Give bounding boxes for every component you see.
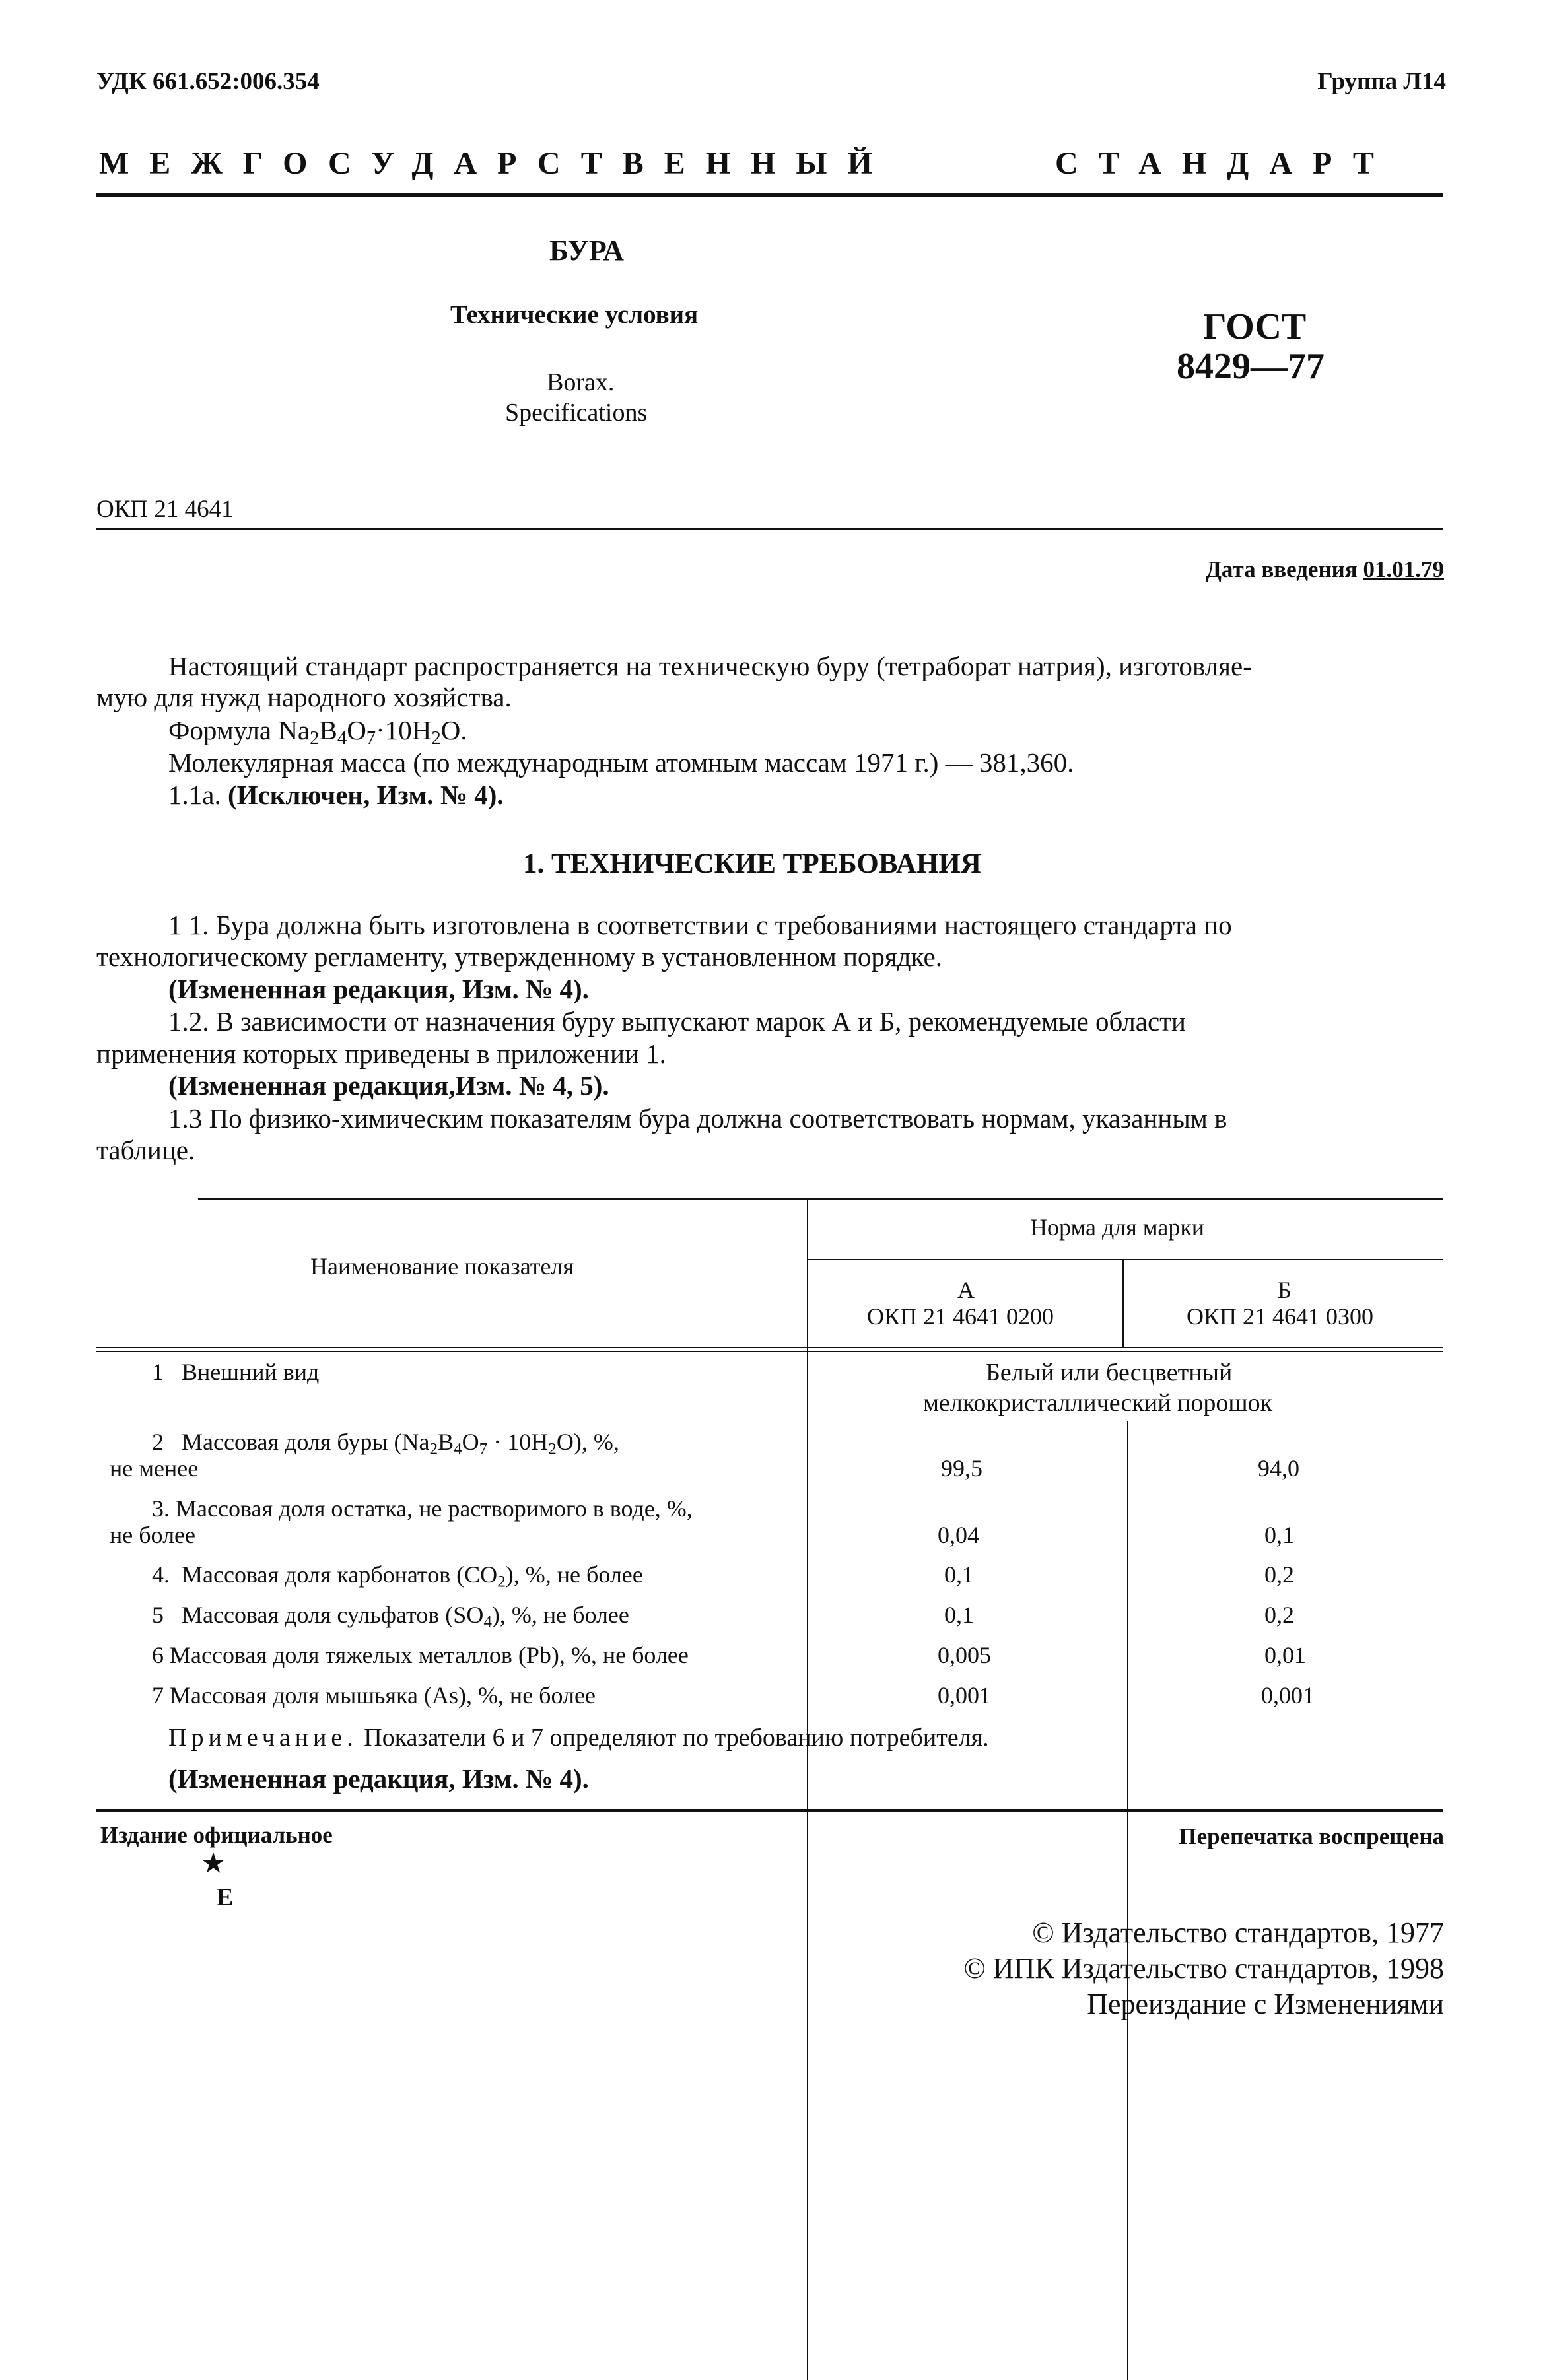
star-icon: ★ — [202, 1850, 225, 1878]
table-row-7-value-a: 0,001 — [938, 1682, 991, 1709]
gost-label: ГОСТ — [1203, 306, 1307, 347]
item-1-2-change-note: (Измененная редакция,Изм. № 4, 5). — [168, 1070, 609, 1101]
header-indicator-name: Наименование показателя — [310, 1253, 574, 1279]
item-1-2-line-2: применения которых приведены в приложении 1. — [96, 1038, 666, 1069]
formula-value: $Na_2B_4O_7\cdot 10H_2O$. — [278, 715, 467, 749]
table-row-6-value-b: 0,01 — [1264, 1642, 1306, 1668]
copyright-1977: © Издательство стандартов, 1977 — [1032, 1917, 1444, 1949]
intro-line-2: мую для нужд народного хозяйства. — [96, 682, 512, 712]
table-divider-name — [807, 1198, 808, 2380]
group-code: Группа Л14 — [1317, 68, 1446, 95]
table-note — [168, 1723, 989, 1752]
banner-rule — [96, 193, 1443, 197]
reissue-note: Переиздание с Изменениями — [1087, 1988, 1444, 2020]
okp-rule — [96, 528, 1443, 530]
formula-line — [168, 714, 467, 749]
intro-date — [1206, 557, 1444, 583]
table-divider-grade — [1122, 1259, 1124, 1348]
table-row-6-name: 6 Массовая доля тяжелых металлов (Pb), %, не более — [152, 1642, 689, 1668]
row-2-label: Массовая доля буры $(Na_2B_4O_7 \cdot 10H_2O)$, %, — [182, 1429, 619, 1458]
table-row-2-value-a: 99,5 — [941, 1455, 982, 1481]
header-grade-a-okp: ОКП 21 4641 0200 — [867, 1303, 1054, 1330]
intro-date-label: Дата введения — [1205, 557, 1358, 582]
table-row-3-value-b: 0,1 — [1264, 1522, 1294, 1548]
table-row-6-value-a: 0,005 — [938, 1642, 991, 1668]
table-divider-grade-body — [1127, 1421, 1128, 2380]
table-row-2-name-line-1 — [152, 1428, 619, 1456]
header-grade-b-okp: ОКП 21 4641 0300 — [1187, 1303, 1374, 1330]
table-row-4-value-b: 0,2 — [1264, 1561, 1294, 1588]
footer-rule — [96, 1809, 1443, 1812]
no-reprint: Перепечатка воспрещена — [1179, 1823, 1444, 1849]
row-1-number: 1 — [152, 1359, 164, 1385]
copyright-1998: © ИПК Издательство стандартов, 1998 — [963, 1952, 1444, 1985]
table-header-rule-2 — [96, 1351, 1443, 1352]
row-1-label: Внешний вид — [182, 1359, 320, 1385]
item-1-2-line-1: 1.2. В зависимости от назначения буру выпускают марок А и Б, рекомендуемые области — [168, 1006, 1187, 1037]
table-norm-rule — [807, 1259, 1443, 1260]
official-edition: Издание официальное — [100, 1822, 333, 1848]
note-text: Показатели 6 и 7 определяют по требованию потребителя. — [364, 1724, 989, 1751]
banner-right: СТАНДАРТ — [1055, 146, 1395, 181]
row-2-number: 2 — [152, 1429, 164, 1455]
item-1-1a-text: (Исключен, Изм. № 4). — [227, 780, 504, 810]
english-title: Borax. — [547, 368, 615, 396]
note-change: (Измененная редакция, Изм. № 4). — [168, 1763, 589, 1794]
table-row-3-value-a: 0,04 — [938, 1522, 979, 1548]
document-title: БУРА — [549, 234, 624, 267]
item-1-3-line-2: таблице. — [96, 1135, 195, 1165]
item-1-1-line-2: технологическому регламенту, утвержденному в установленном порядке. — [96, 941, 942, 972]
table-row-3-name-line-1: 3. Массовая доля остатка, не растворимого в воде, %, — [152, 1495, 693, 1522]
table-row-1-value-line-1: Белый или бесцветный — [986, 1359, 1233, 1386]
udk-code: УДК 661.652:006.354 — [96, 68, 320, 95]
table-row-5-name: 5 Массовая доля сульфатов $(SO_4)$, %, не более — [152, 1602, 629, 1631]
formula-label: Формула — [168, 715, 272, 745]
table-row-2-value-b: 94,0 — [1258, 1455, 1299, 1481]
table-row-1-value-line-2: мелкокристаллический порошок — [923, 1389, 1273, 1417]
item-1-1-line-1: 1 1. Бура должна быть изготовлена в соответствии с требованиями настоящего стандарта по — [168, 910, 1232, 940]
english-subtitle: Specifications — [505, 399, 648, 426]
okp-code: ОКП 21 4641 — [96, 496, 234, 523]
table-row-7-value-b: 0,001 — [1261, 1682, 1315, 1709]
intro-date-value: 01.01.79 — [1363, 557, 1444, 582]
header-grade-b: Б — [1278, 1277, 1292, 1303]
item-1-3-line-1: 1.3 По физико-химическим показателям бура должна соответствовать нормам, указанным в — [168, 1103, 1227, 1134]
table-row-5-value-a: 0,1 — [944, 1602, 974, 1628]
note-label: Примечание. — [168, 1724, 358, 1751]
header-norm: Норма для марки — [1030, 1214, 1205, 1241]
item-1-1-change-note: (Измененная редакция, Изм. № 4). — [168, 974, 589, 1004]
item-1-1a — [168, 779, 504, 811]
table-row-1-name — [152, 1358, 319, 1386]
table-row-3-name-line-2: не более — [110, 1522, 196, 1548]
item-1-1a-number: 1.1а. — [168, 780, 221, 810]
edition-letter: Е — [217, 1884, 234, 1911]
molar-mass-line: Молекулярная масса (по международным атомным массам 1971 г.) — 381,360. — [168, 747, 1074, 778]
table-top-rule — [198, 1198, 1443, 1200]
table-row-4-name: 4. Массовая доля карбонатов $(CO_2)$, %, не более — [152, 1561, 643, 1591]
table-row-2-name-line-2: не менее — [110, 1455, 199, 1481]
table-row-7-name: 7 Массовая доля мышьяка (As), %, не более — [152, 1682, 596, 1709]
intro-line-1: Настоящий стандарт распространяется на техническую буру (тетраборат натрия), изготовляе- — [168, 651, 1252, 681]
table-row-5-value-b: 0,2 — [1264, 1602, 1294, 1628]
document-subtitle: Технические условия — [450, 300, 699, 329]
header-grade-a: А — [957, 1277, 975, 1303]
section-1-heading: 1. ТЕХНИЧЕСКИЕ ТРЕБОВАНИЯ — [523, 848, 981, 879]
banner-left: МЕЖГОСУДАРСТВЕННЫЙ — [99, 146, 893, 181]
table-row-4-value-a: 0,1 — [944, 1561, 974, 1588]
gost-number: 8429—77 — [1177, 346, 1325, 387]
table-header-rule-1 — [96, 1347, 1443, 1348]
